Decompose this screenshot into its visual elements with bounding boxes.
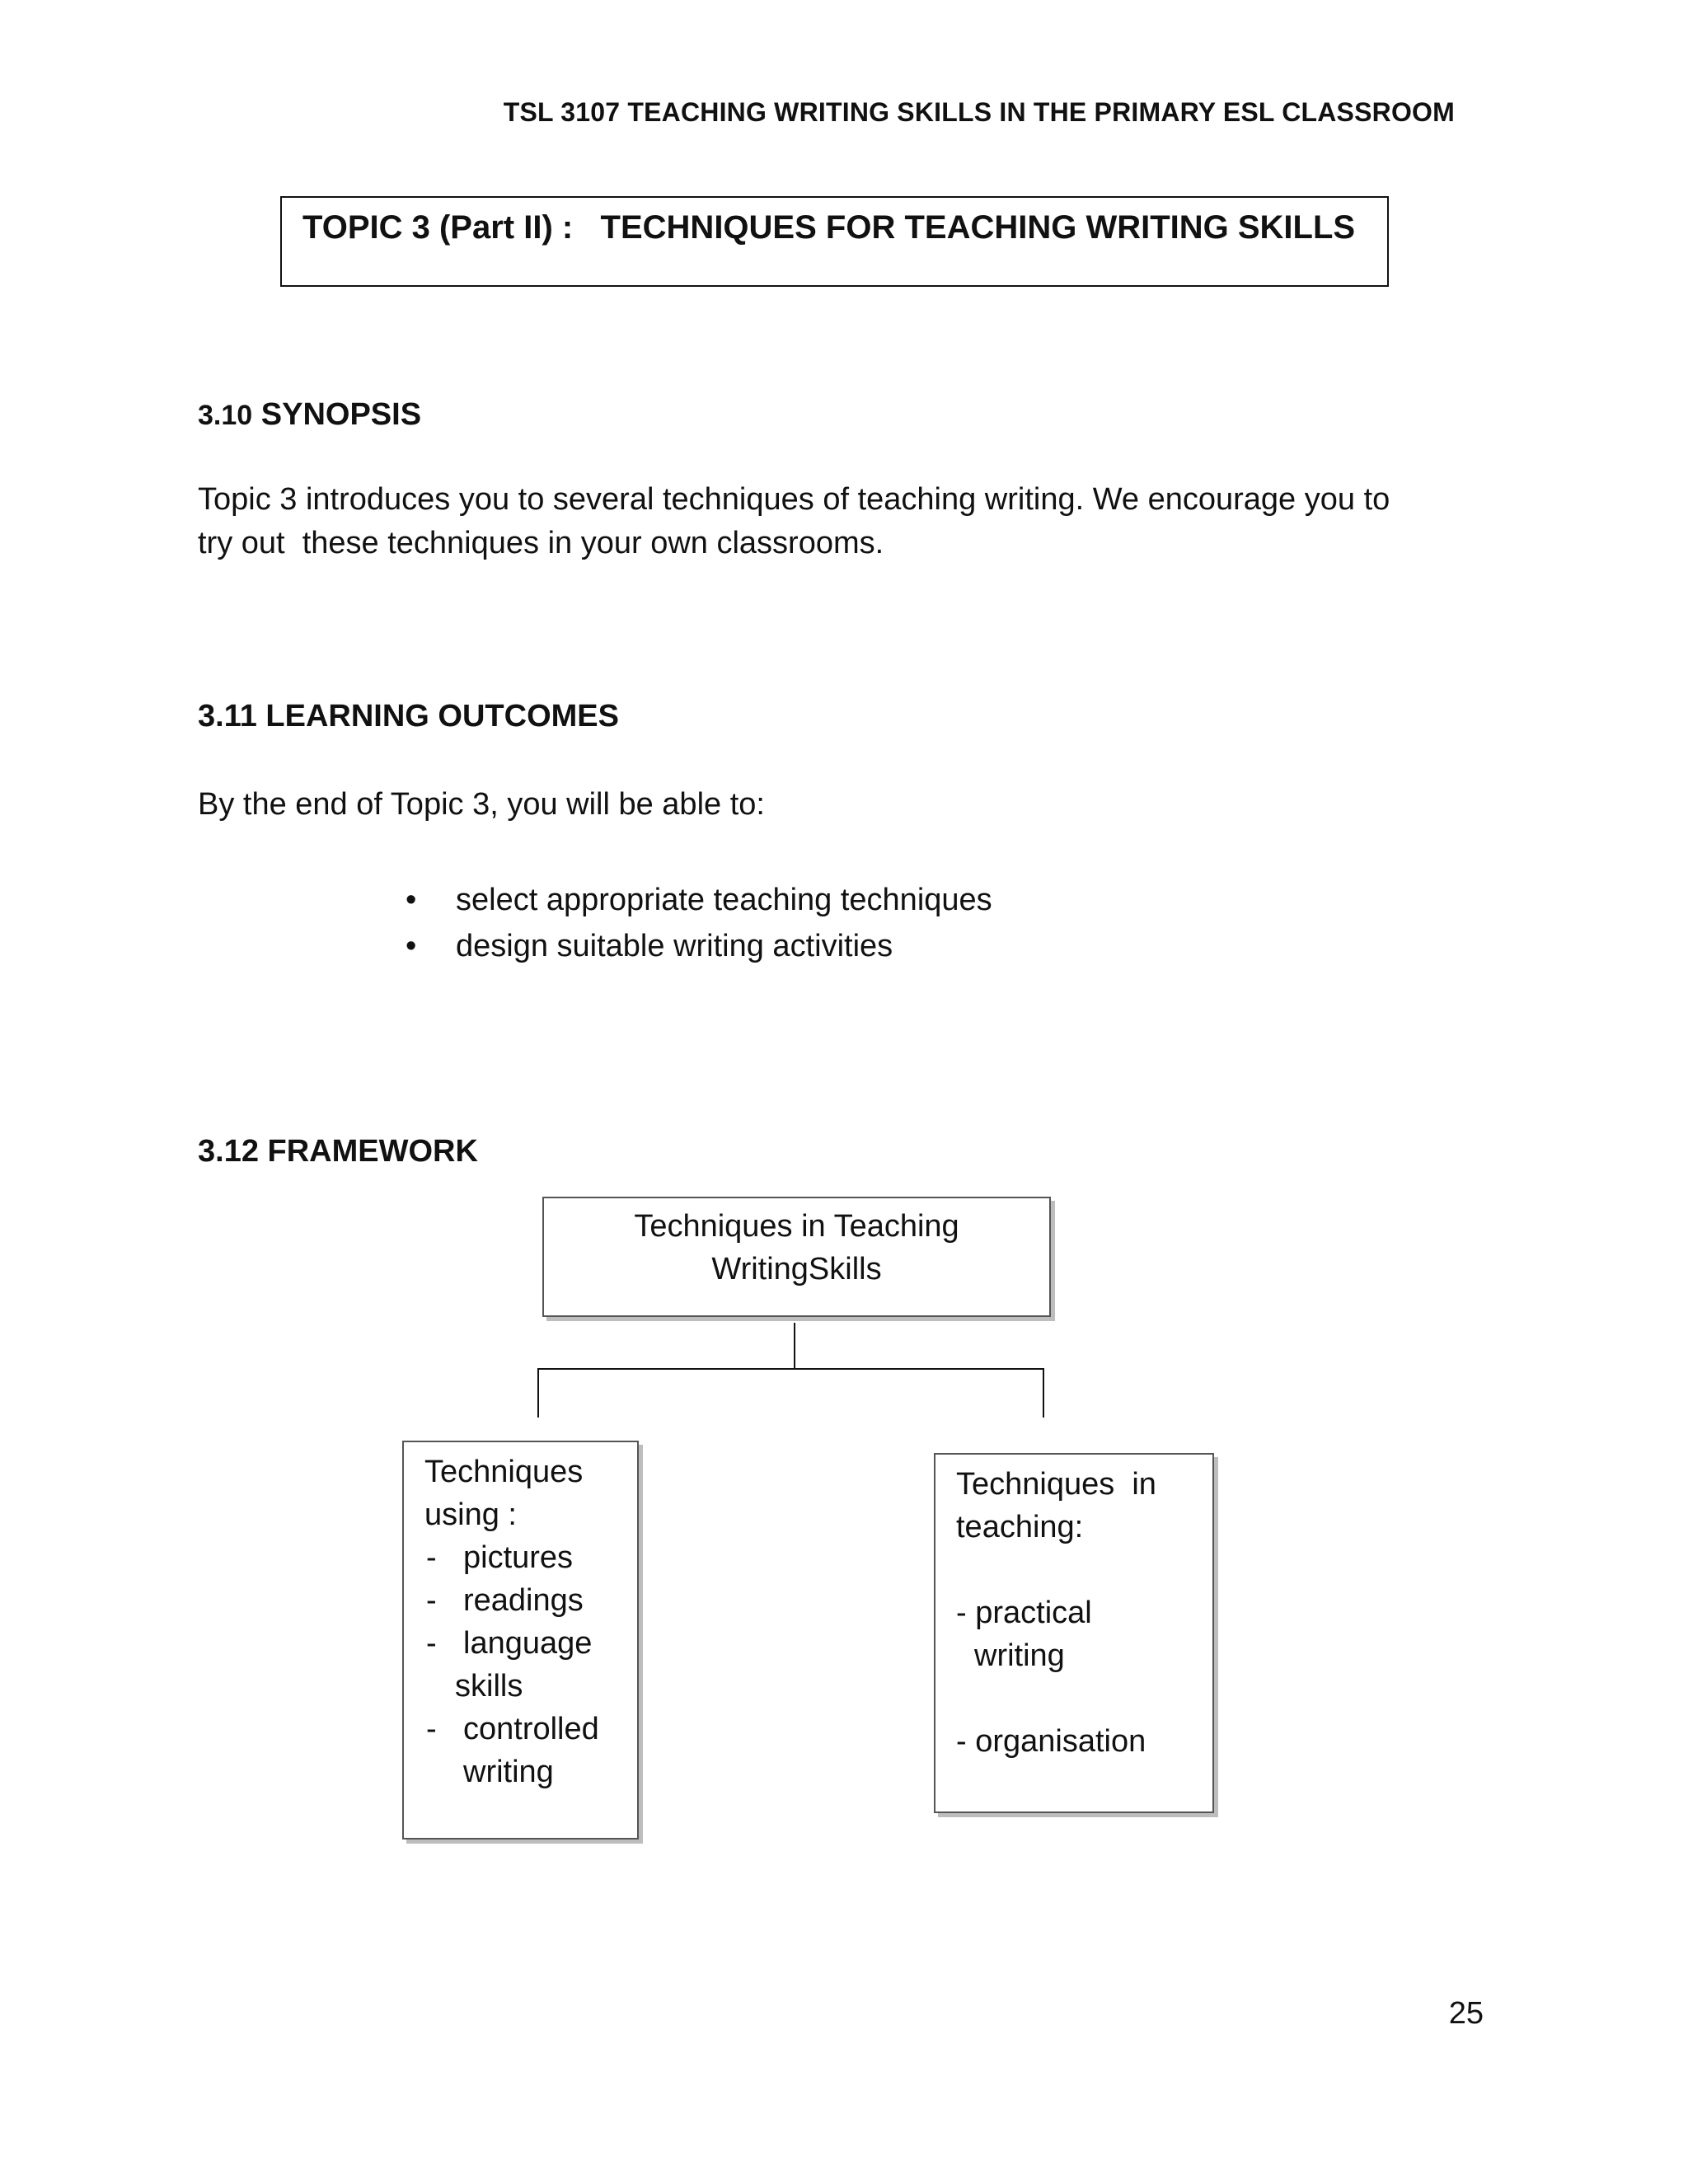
list-item [424,1708,637,1750]
spacer [956,1549,1212,1591]
left-item-text: controlled [463,1712,599,1746]
topic-title [302,209,1355,246]
left-item-continuation: skills [455,1669,523,1704]
page-number: 25 [1448,1996,1484,2031]
framework-heading: 3.12 FRAMEWORK [198,1134,478,1169]
dash-icon: - [426,1626,437,1661]
left-item-text: readings [463,1583,584,1618]
left-item-text: pictures [463,1540,574,1575]
synopsis-title: SYNOPSIS [260,397,422,432]
root-line-1: Techniques in Teaching [634,1209,959,1244]
topic-label: TOPIC 3 (Part II) : [302,209,574,246]
connector-horizontal [537,1368,1044,1370]
bullet-icon: • [406,883,417,917]
left-item-text: language [463,1626,593,1661]
synopsis-line-1: Topic 3 introduces you to several techniques of teaching writing. We encourage you to [198,482,1390,517]
learning-outcomes-intro: By the end of Topic 3, you will be able to: [198,787,765,822]
left-title-2: using : [424,1497,517,1532]
list-item [404,923,992,969]
diagram-left-node [402,1441,639,1840]
synopsis-line-2: try out these techniques in your own classrooms. [198,526,884,560]
diagram-right-node [934,1453,1214,1813]
outcome-text: design suitable writing activities [456,929,893,963]
connector-root-stem [794,1323,795,1370]
left-item-continuation: writing [463,1755,554,1789]
spacer [956,1677,1212,1720]
learning-outcomes-heading: 3.11 LEARNING OUTCOMES [198,699,619,733]
root-line-2: WritingSkills [711,1252,882,1286]
list-item [424,1536,637,1579]
bullet-icon: • [406,929,417,963]
synopsis-paragraph [198,478,1484,565]
list-item [404,877,992,923]
right-item-1-continuation: writing [974,1638,1065,1673]
dash-icon: - [426,1712,437,1746]
synopsis-heading [198,397,421,433]
running-header: TSL 3107 TEACHING WRITING SKILLS IN THE PRIMARY ESL CLASSROOM [503,97,1455,127]
outcome-text: select appropriate teaching techniques [456,883,992,917]
right-item-2: - organisation [956,1724,1146,1759]
diagram-root-node [542,1197,1051,1317]
topic-name: TECHNIQUES FOR TEACHING WRITING SKILLS [600,209,1356,246]
list-item [424,1622,637,1665]
learning-outcomes-list [404,877,992,969]
left-title-1: Techniques [424,1455,584,1489]
dash-icon: - [426,1583,437,1618]
dash-icon: - [426,1540,437,1575]
connector-right-drop [1043,1368,1044,1418]
right-item-1: - practical [956,1596,1092,1630]
right-title-2: teaching: [956,1510,1084,1544]
connector-left-drop [537,1368,539,1418]
synopsis-number: 3.10 [198,400,253,431]
topic-title-box [280,196,1389,287]
right-title-1: Techniques in [956,1467,1156,1502]
list-item [424,1579,637,1622]
